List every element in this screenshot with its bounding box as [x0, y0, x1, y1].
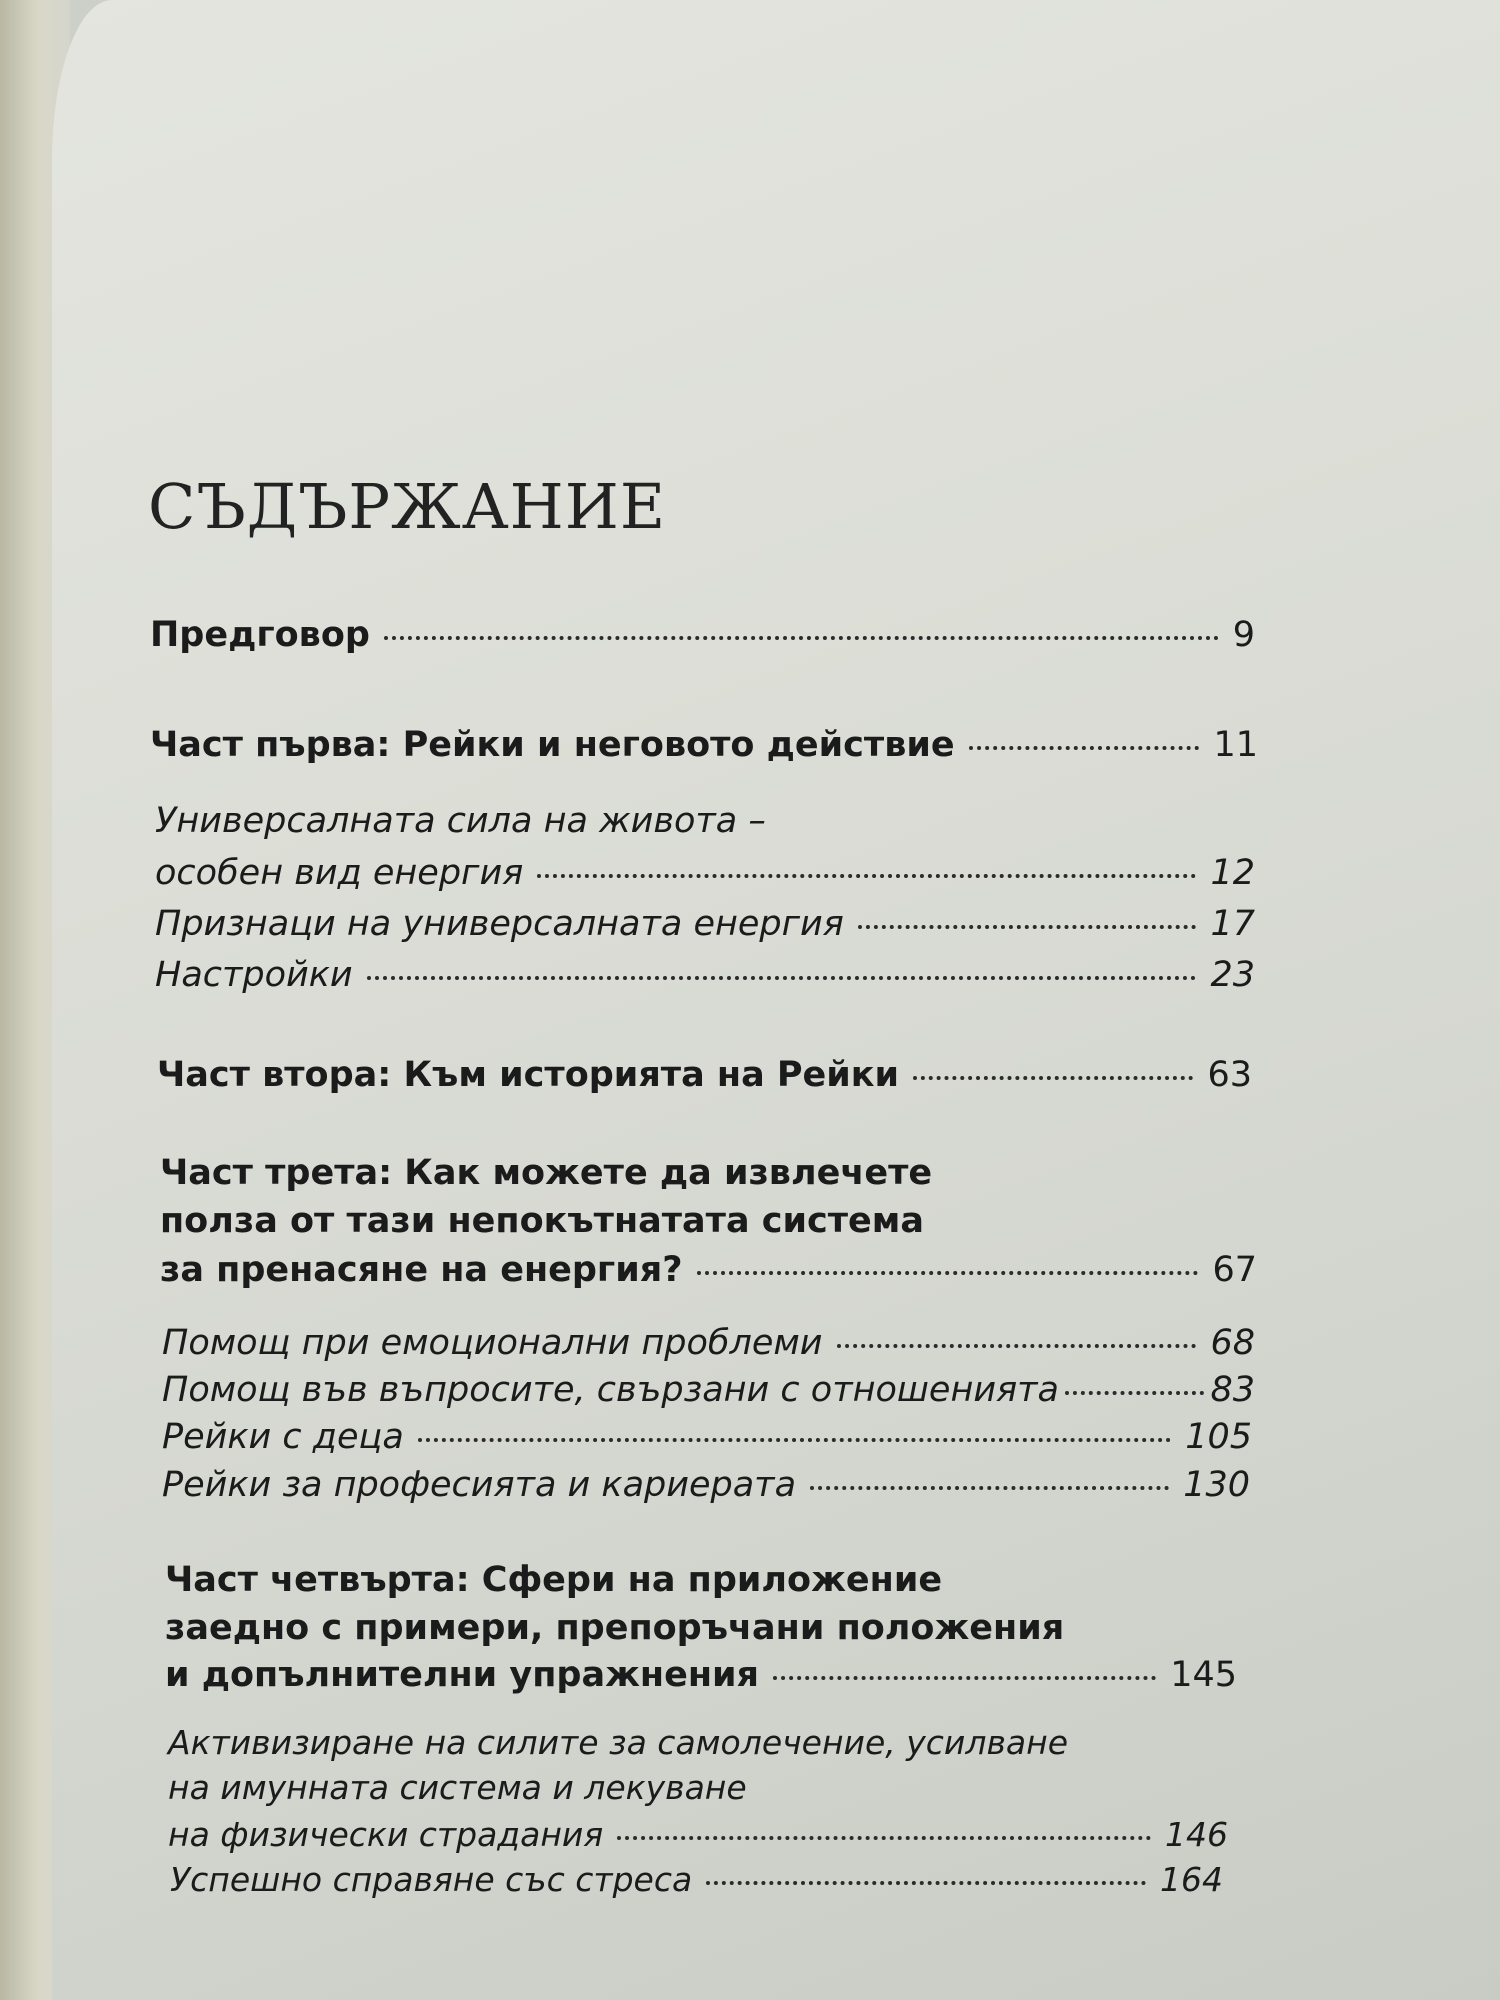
toc-subentry: [162, 1365, 1255, 1415]
toc-entry-label: особен вид енергия: [155, 853, 524, 893]
toc-page-number: 67: [1212, 1250, 1257, 1290]
toc-entry-label: Признаци на универсалната енергия: [155, 904, 844, 944]
toc-entry-line: Част трета: Как можете да извлечете: [160, 1153, 933, 1193]
toc-entry-line: заедно с примери, препоръчани положения: [165, 1608, 1065, 1648]
toc-entry-label: Част втора: Към историята на Рейки: [157, 1055, 900, 1095]
toc-entry-label: на физически страдания: [168, 1815, 604, 1854]
dot-leader: [969, 746, 1200, 750]
toc-title: СЪДЪРЖАНИЕ: [148, 470, 667, 543]
dot-leader: [858, 925, 1197, 929]
dot-leader: [773, 1676, 1156, 1680]
toc-entry-line: полза от тази непокътнатата система: [160, 1201, 925, 1241]
toc-entry-label: Помощ при емоционални проблеми: [162, 1323, 823, 1363]
dot-leader: [1065, 1391, 1204, 1395]
toc-page-number: 23: [1210, 955, 1255, 995]
toc-entry-label: за пренасяне на енергия?: [160, 1250, 683, 1290]
toc-subentry: [162, 1412, 1252, 1462]
toc-entry-part3: [160, 1245, 1257, 1295]
toc-page-number: 130: [1183, 1465, 1250, 1505]
dot-leader: [384, 636, 1219, 640]
toc-page-number: 9: [1232, 615, 1255, 655]
toc-entry-preface: [150, 610, 1255, 660]
toc-subentry: [155, 899, 1255, 949]
toc-subentry: [155, 848, 1255, 898]
toc-entry-part1: [150, 720, 1258, 770]
toc-entry-label: Рейки с деца: [162, 1417, 404, 1457]
book-page: [52, 0, 1500, 2000]
toc-subentry: [162, 1318, 1255, 1368]
toc-subentry-line: Активизиране на силите за самолечение, усилване: [168, 1723, 1069, 1762]
toc-entry-part2: [157, 1050, 1252, 1100]
toc-subentry: [162, 1460, 1250, 1510]
toc-subentry: [155, 950, 1255, 1000]
toc-entry-line: Част четвърта: Сфери на приложение: [165, 1560, 943, 1600]
toc-subentry: [170, 1855, 1223, 1905]
dot-leader: [913, 1076, 1193, 1080]
toc-page-number: 146: [1165, 1815, 1228, 1854]
dot-leader: [697, 1271, 1199, 1275]
toc-subentry-line: на имунната система и лекуване: [168, 1768, 747, 1807]
toc-page-number: 68: [1210, 1323, 1255, 1363]
toc-page-number: 164: [1160, 1860, 1223, 1899]
toc-page-number: 63: [1207, 1055, 1252, 1095]
toc-entry-label: Част първа: Рейки и неговото действие: [150, 725, 955, 765]
toc-page-number: 11: [1213, 725, 1258, 765]
dot-leader: [367, 976, 1197, 980]
toc-page-number: 105: [1185, 1417, 1252, 1457]
toc-page-number: 145: [1170, 1655, 1237, 1695]
toc-subentry: [168, 1810, 1228, 1860]
dot-leader: [706, 1881, 1146, 1885]
dot-leader: [617, 1836, 1151, 1840]
dot-leader: [537, 874, 1196, 878]
toc-entry-label: и допълнителни упражнения: [165, 1655, 759, 1695]
toc-entry-label: Помощ във въпросите, свързани с отношенията: [162, 1370, 1059, 1410]
dot-leader: [837, 1344, 1197, 1348]
dot-leader: [810, 1486, 1169, 1490]
toc-page-number: 17: [1210, 904, 1255, 944]
toc-entry-label: Рейки за професията и кариерата: [162, 1465, 797, 1505]
toc-page-number: 12: [1210, 853, 1255, 893]
toc-subentry-line: Универсалната сила на живота –: [155, 801, 766, 841]
toc-page-number: 83: [1210, 1370, 1255, 1410]
toc-entry-label: Успешно справяне със стреса: [170, 1860, 693, 1899]
toc-entry-label: Предговор: [150, 615, 370, 655]
dot-leader: [418, 1438, 1171, 1442]
toc-entry-label: Настройки: [155, 955, 353, 995]
toc-entry-part4: [165, 1650, 1237, 1700]
